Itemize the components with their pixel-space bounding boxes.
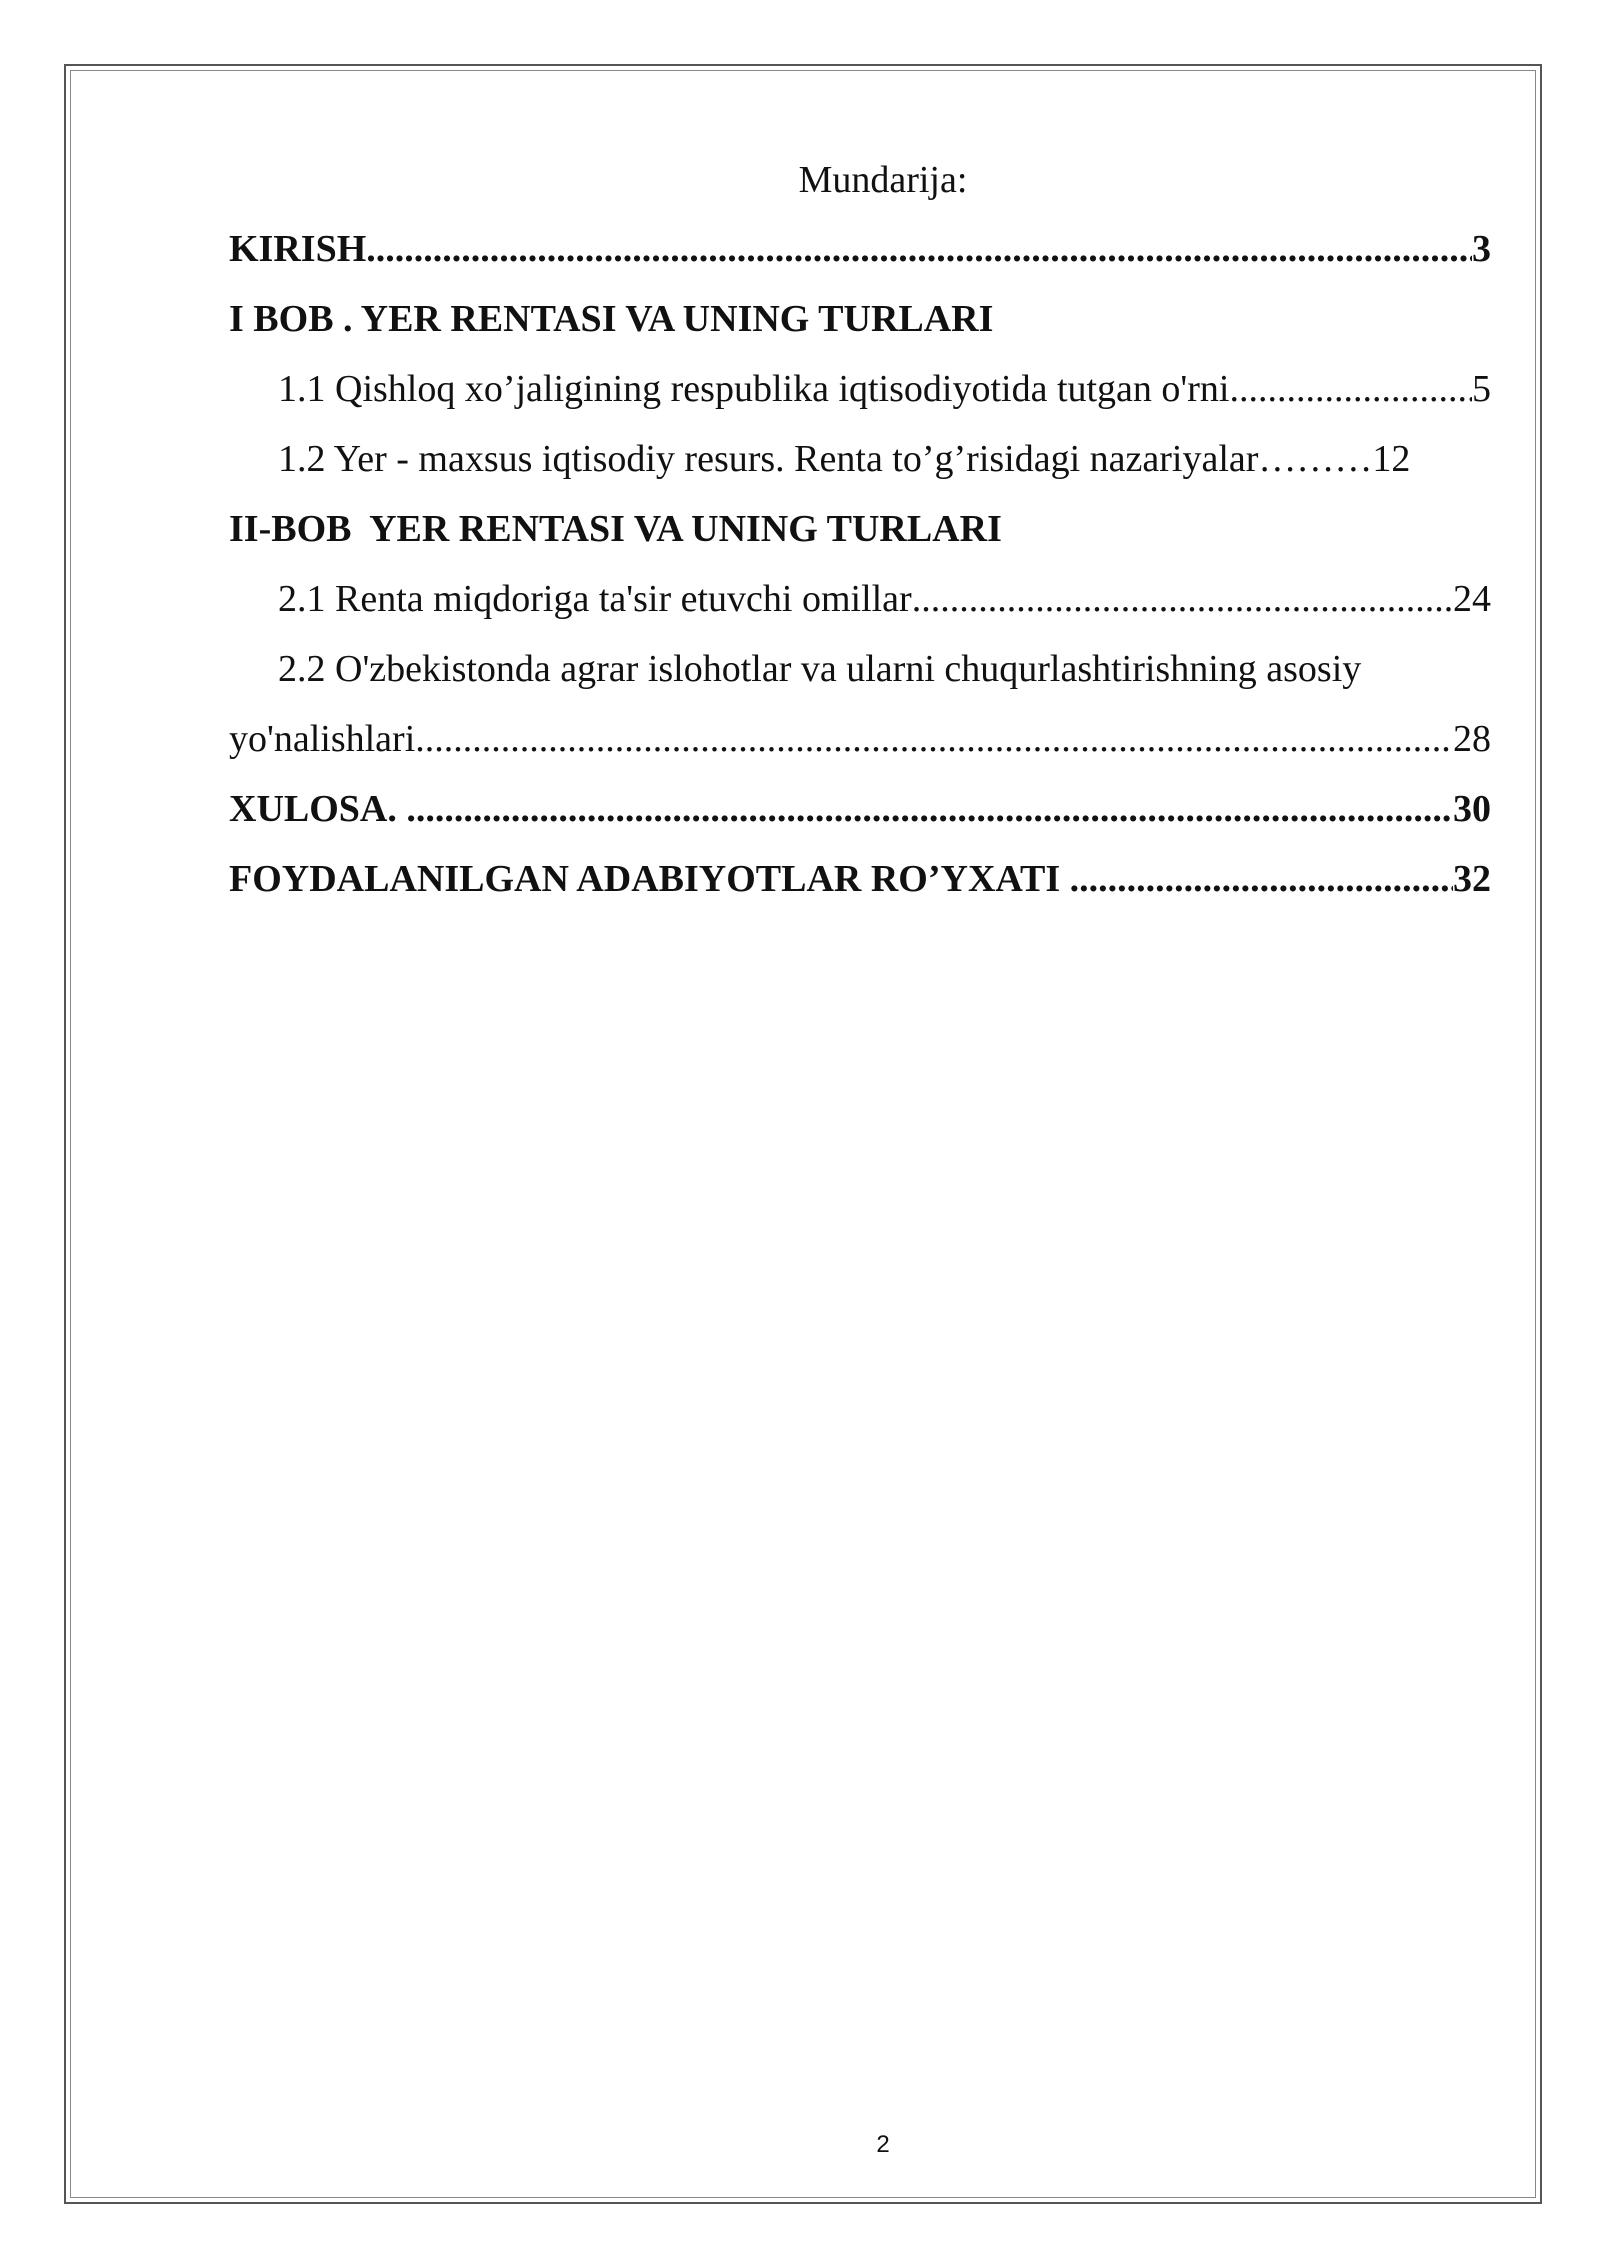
toc-entry-text: I BOB . YER RENTASI VA UNING TURLARI	[229, 298, 994, 340]
toc-entry-kirish[interactable]	[229, 214, 1491, 284]
toc-entry-2-2[interactable]	[229, 634, 1491, 704]
toc-entry-2-2-continued[interactable]	[229, 704, 1491, 774]
toc-entry-chapter-1[interactable]	[229, 284, 1491, 354]
toc-entry-text: 1.2 Yer - maxsus iqtisodiy resurs. Renta to’g’risidagi nazariyalar	[278, 438, 1259, 480]
toc-entry-page: 32	[1453, 858, 1491, 900]
toc-entry-text: 2.2 O'zbekistonda agrar islohotlar va ularni chuqurlashtirishning asosiy	[278, 648, 1362, 690]
toc-ellipsis-leader: ………	[1258, 438, 1373, 480]
toc-dot-leader	[366, 227, 1472, 271]
toc-entry-1-2[interactable]	[229, 424, 1491, 494]
toc-dot-leader	[1070, 857, 1453, 901]
toc-dot-leader	[912, 577, 1453, 621]
toc-title: Mundarija:	[798, 159, 968, 201]
toc-entry-page: 3	[1472, 228, 1491, 270]
toc-entry-page: 12	[1372, 438, 1411, 480]
toc-entry-page: 24	[1453, 578, 1491, 620]
toc-entry-references[interactable]	[229, 844, 1491, 914]
toc-dot-leader	[415, 717, 1453, 761]
toc-entry-chapter-2[interactable]	[229, 494, 1491, 564]
page-number: 2	[876, 2131, 890, 2158]
toc-dot-leader	[1229, 367, 1472, 411]
toc-entry-page: 5	[1472, 368, 1491, 410]
toc-entry-text: II-BOB YER RENTASI VA UNING TURLARI	[229, 508, 1002, 550]
toc-entry-text: FOYDALANILGAN ADABIYOTLAR RO’YXATI	[229, 858, 1070, 900]
toc-entry-text: yo'nalishlari	[229, 718, 416, 760]
toc-entry-2-1[interactable]	[229, 564, 1491, 634]
toc-dot-leader	[406, 787, 1453, 831]
table-of-contents	[229, 214, 1491, 914]
toc-entry-text: 1.1 Qishloq xo’jaligining respublika iqtisodiyotida tutgan o'rni	[278, 368, 1230, 410]
toc-entry-text: KIRISH	[229, 228, 367, 270]
toc-entry-xulosa[interactable]	[229, 774, 1491, 844]
toc-entry-page: 30	[1453, 788, 1491, 830]
toc-entry-text: 2.1 Renta miqdoriga ta'sir etuvchi omillar	[278, 578, 912, 620]
toc-entry-text: XULOSA.	[229, 788, 407, 830]
toc-entry-1-1[interactable]	[229, 354, 1491, 424]
toc-entry-page: 28	[1453, 718, 1491, 760]
